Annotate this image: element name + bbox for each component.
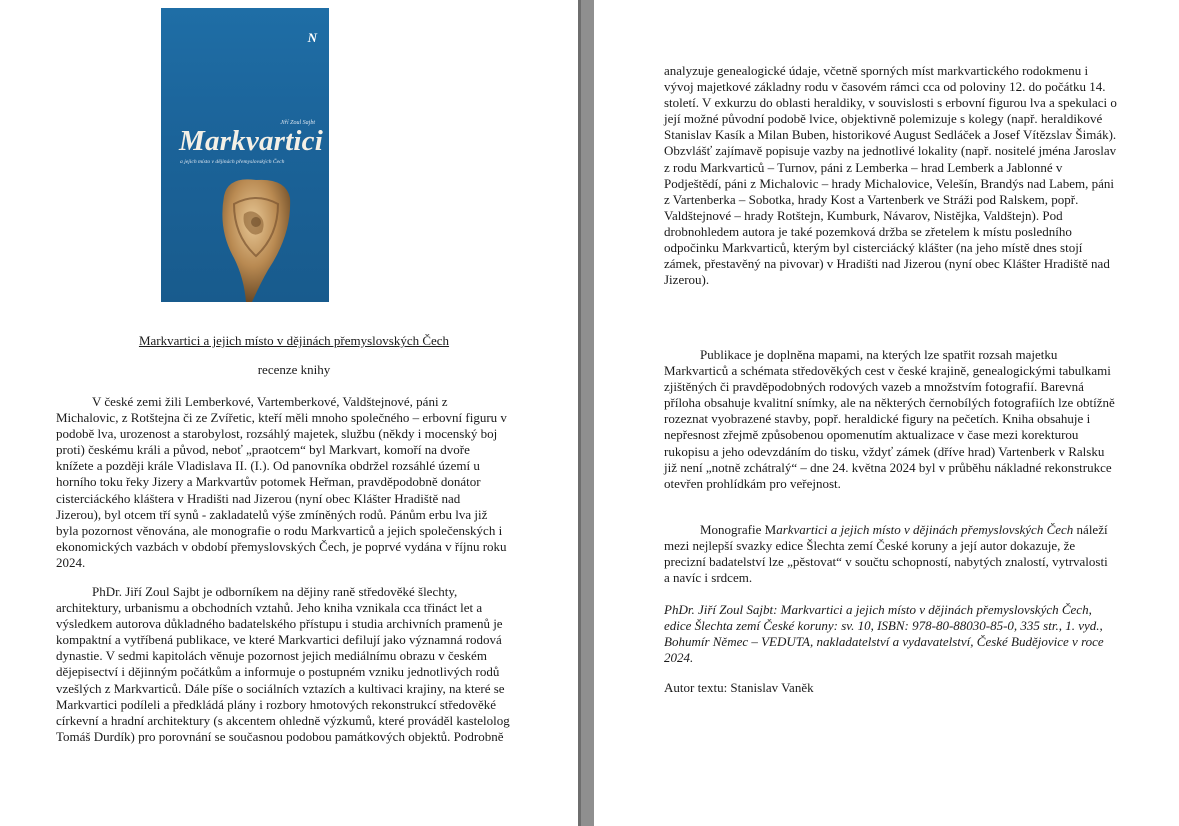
left-page [0, 0, 578, 826]
paragraph: Monografie Markvartici a jejich místo v dějinách přemyslovských Čech náleží mezi nejlepší svazky edice Šlechta zemí České koruny a její autor dokazuje, že precizní badatelství lze „pěstovat“ v součtu schopností, nabytých znalostí, vytrvalosti a navíc i srdcem. [664, 522, 1108, 586]
paragraph: analyzuje genealogické údaje, včetně sporných míst markvartického rodokmenu i vývoj majetkové základny rodu v časovém rámci cca od poloviny 12. do počátku 14. století. V exkurzu do oblasti heraldiky, v souvislosti s erbovní figurou lva a spekulaci o její možné původní podobě lvice, objektivně polemizuje s kolegy (např. heraldikové Stanislav Kasík a Milan Buben, historikové August Sedláček a Josef Vítězslav Šimák). Obzvlášť zajímavě popisuje vazby na jednotlivé lokality (např. nositelé jména Jaroslav z rodu Markvarticů – Turnov, páni z Lemberka – hrad Lemberk a Jablonné v Podještědí, páni z Michalovic – hrady Michalovice, Velešín, Brandýs nad Labem, páni z Vartenberka – Sobotka, hrady Kost a Vartenberk ve Stráži pod Ralskem, popř. Valdštejnové – hrady Rotštejn, Kumburk, Návarov, Nistějka, Valdštejn). Pod drobnohledem autora je také pozemková držba se zřetelem k místu posledního odpočinku Markvarticů, kterým byl cisterciácký klášter (na jeho místě dnes stojí zámek, přestavěný na pivovar) v Hradišti nad Jizerou (nyní obec Klášter Hradiště nad Jizerou). [664, 63, 1117, 288]
cover-subtitle: a jejich místo v dějinách přemyslovských Čech [180, 159, 285, 165]
paragraph: PhDr. Jiří Zoul Sajbt je odborníkem na dějiny raně středověké šlechty, architektury, urbanismu a obchodních vztahů. Jeho kniha vznikala cca třináct let a výsledkem autorova důkladného badatelského přístupu i studia archivních pramenů je kompaktní a vytříbená publikace, ve které Markvartici defilují jako významná rodová dynastie. V sedmi kapitolách věnuje pozornost jejich mediálnímu obrazu v českém dějepisectví i dějinným počátkům a informuje o postupném vzniku jednotlivých rodů vzešlých z Markvarticů. Dále píše o sociálních vztazích a kultivaci krajiny, na které se Markvartici podíleli a předkládá plány i rozbory hmotových rekonstrukcí středověké církevní a hradní architektury (s akcentem ohledně výzkumů, které prováděl kastelolog Tomáš Durdík) pro porovnání se současnou podobou památkových objektů. Podrobně [56, 584, 510, 744]
review-subtitle: recenze knihy [257, 362, 331, 377]
cover-author: Jiří Zoul Sajbt [280, 120, 315, 126]
book-cover-image [161, 8, 329, 302]
book-citation: PhDr. Jiří Zoul Sajbt: Markvartici a jejich místo v dějinách přemyslovských Čech, edice Šlechta zemí České koruny: sv. 10, ISBN: 978-80-88030-85-0, 335 str., 1. vyd., Bohumír Němec – VEDUTA, nakladatelství a vydavatelství, České Budějovice v roce 2024. [664, 602, 1104, 666]
paragraph: V české zemi žili Lemberkové, Vartemberkové, Valdštejnové, páni z Michalovic, z Rotštejna či ze Zvířetic, kteří měli mnoho společného – erbovní figuru v podobě lva, urozenost a starobylost, rozsáhlý majetek, službu (někdy i mocenský boj proti) českému králi a původ, neboť „praotcem“ byl Markvart, komoří na dvoře knížete a později krále Vladislava II. (I.). Od panovníka obdržel rozsáhlé území u horního toku řeky Jizery a Markvartův potomek Heřman, pravděpodobně donátor cisterciáckého kláštera v Hradišti nad Jizerou (nyní obec Klášter Hradiště nad Jizerou), byl otcem tří synů - zakladatelů výše zmíněných rodů. Pánům erbu lva již byla pozornost věnována, ale monografie o rodu Markvarticů a jejich společenských i ekonomických vazbách v období přemyslovských Čech, je poprvé vydána v říjnu roku 2024. [56, 394, 507, 570]
paragraph: Publikace je doplněna mapami, na kterých lze spatřit rozsah majetku Markvarticů a schémata středověkých cest v české krajině, genealogickými tabulkami zjištěných či pravděpodobných rodových vazeb a množstvím fotografií. Barevná příloha obsahuje kvalitní snímky, ale na některých černobílých fotografiích lze obtížně rozeznat vyobrazené stavby, popř. heraldické figury na pečetích. Kniha obsahuje i nepřesnost zřejmě způsobenou opomenutím aktualizace v čase mezi korekturou rukopisu a jeho odevzdáním do tisku, vždyť zámek (dříve hrad) Vartenberk v Ralsku již není „notně zchátralý“ – dne 24. května 2024 byl v průběhu nákladné rekonstrukce otevřen prohlídkám pro veřejnost. [664, 347, 1115, 491]
cover-title: Markvartici [179, 125, 323, 157]
publisher-logo: N [307, 30, 317, 45]
review-title: Markvartici a jejich místo v dějinách přemyslovských Čech [138, 333, 450, 348]
seal-image [216, 174, 296, 302]
page-divider [578, 0, 594, 826]
author-credit: Autor textu: Stanislav Vaněk [664, 680, 814, 695]
